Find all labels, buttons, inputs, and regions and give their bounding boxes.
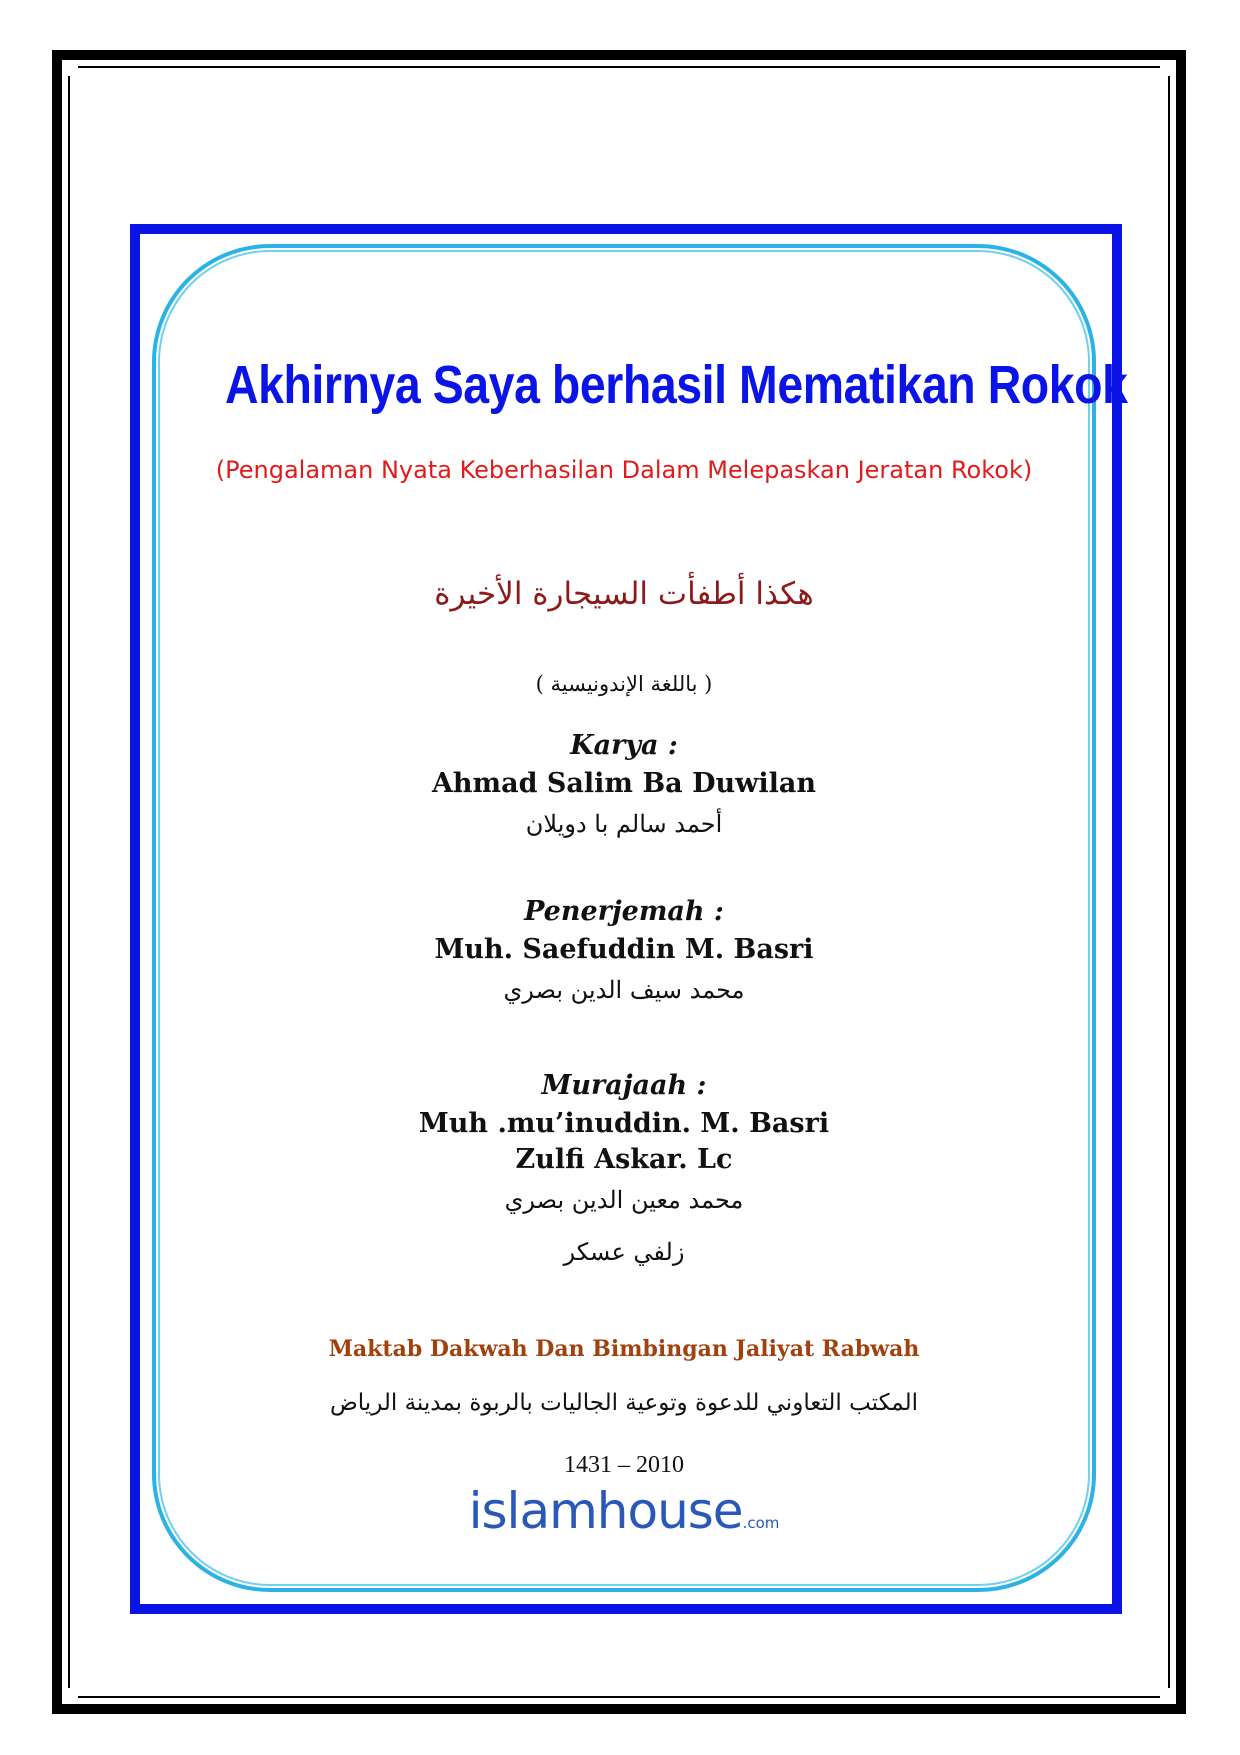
publication-years: 1431 – 2010 [564,1452,684,1478]
author-label: Karya : [570,730,678,761]
book-title: Akhirnya Saya berhasil Mematikan Rokok [224,355,1128,415]
border-corner-bottom-right [1160,1688,1186,1714]
logo-domain-suffix: .com [742,1514,780,1532]
publisher-arabic-name: المكتب التعاوني للدعوة وتوعية الجاليات بالربوة بمدينة الرياض [329,1390,918,1416]
reviewer-name-2: Zulfi Askar. Lc [515,1144,733,1175]
reviewer-arabic-name-2: زلفي عسكر [563,1238,685,1266]
reviewer-label: Murajaah : [541,1070,707,1101]
translator-arabic-name: محمد سيف الدين بصري [503,976,745,1004]
arabic-language-note: ( باللغة الإندونيسية ) [535,672,713,696]
logo-wordmark: islamhouse [468,1482,743,1540]
border-corner-top-right [1160,50,1186,76]
publisher-name: Maktab Dakwah Dan Bimbingan Jaliyat Rabwah [328,1336,920,1362]
reviewer-arabic-name-1: محمد معين الدين بصري [504,1186,744,1214]
book-subtitle: (Pengalaman Nyata Keberhasilan Dalam Melepaskan Jeratan Rokok) [215,456,1033,484]
translator-name: Muh. Saefuddin M. Basri [434,934,814,965]
border-corner-bottom-left [52,1688,78,1714]
author-arabic-name: أحمد سالم با دويلان [525,810,723,838]
islamhouse-logo [160,1482,1088,1540]
arabic-title: هكذا أطفأت السيجارة الأخيرة [434,576,814,612]
reviewer-name-1: Muh .mu’inuddin. M. Basri [418,1108,830,1139]
author-name: Ahmad Salim Ba Duwilan [431,768,817,799]
translator-label: Penerjemah : [524,896,724,927]
border-corner-top-left [52,50,78,76]
